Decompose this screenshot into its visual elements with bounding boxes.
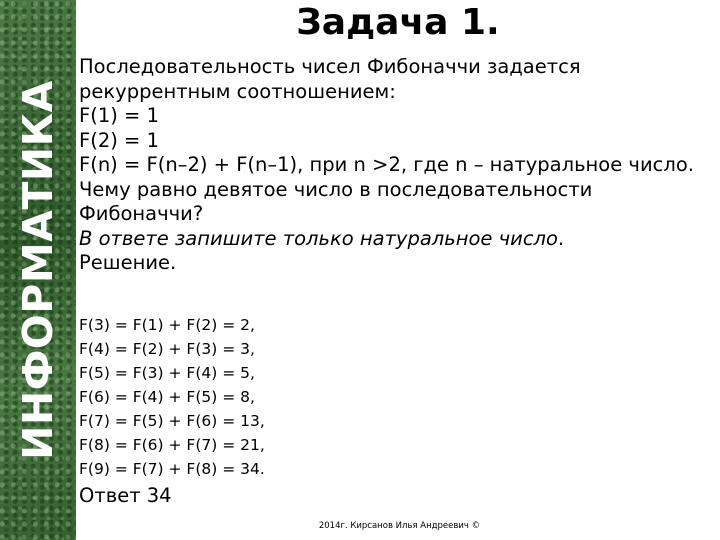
solution-step: F(5) = F(3) + F(4) = 5, [79, 364, 255, 382]
problem-statement [79, 55, 709, 276]
solution-step: F(7) = F(5) + F(6) = 13, [79, 412, 265, 430]
formula-f1: F(1) = 1 [79, 104, 159, 127]
solution-steps [79, 313, 265, 481]
solution-label: Решение. [79, 251, 177, 274]
question-line-1: Чему равно девятое число в последовательности [79, 177, 593, 201]
problem-line-2: рекуррентным соотношением: [79, 79, 396, 103]
answer-text: Ответ 34 [79, 484, 172, 507]
solution-step: F(9) = F(7) + F(8) = 34. [79, 460, 265, 478]
instruction-line [79, 227, 709, 252]
solution-step: F(3) = F(1) + F(2) = 2, [79, 316, 255, 334]
sidebar-banner [0, 0, 76, 540]
instruction-text: В ответе запишите только натуральное число [79, 226, 558, 250]
formula-f2: F(2) = 1 [79, 128, 159, 152]
problem-line-1: Последовательность чисел Фибоначчи задается [79, 55, 581, 78]
solution-step: F(6) = F(4) + F(5) = 8, [79, 388, 255, 406]
solution-step: F(8) = F(6) + F(7) = 21, [79, 436, 265, 454]
sidebar-subject-label: ИНФОРМАТИКА [14, 80, 62, 460]
formula-fn: F(n) = F(n–2) + F(n–1), при n >2, где n – натуральное число. [79, 153, 694, 176]
footer-credit: 2014г. Кирсанов Илья Андреевич © [318, 521, 481, 531]
solution-step: F(4) = F(2) + F(3) = 3, [79, 340, 255, 358]
question-line-2: Фибоначчи? [79, 202, 204, 225]
slide-title: Задача 1. [296, 2, 500, 43]
instruction-period: . [557, 226, 565, 250]
